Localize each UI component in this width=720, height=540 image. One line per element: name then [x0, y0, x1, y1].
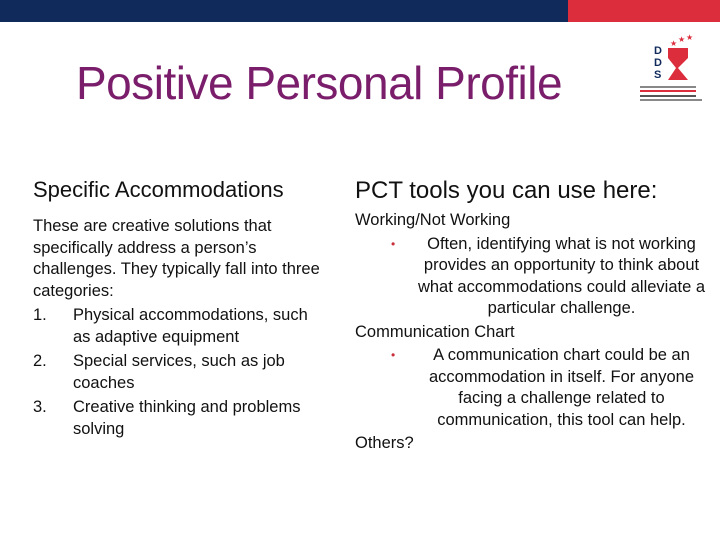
list-item	[391, 234, 710, 320]
tool-others: Others?	[355, 434, 414, 452]
list-text: Physical accommodations, such as adaptive equipment	[73, 306, 308, 346]
bullet-icon: •	[391, 236, 396, 251]
list-text: Special services, such as job coaches	[73, 352, 285, 392]
list-item	[33, 351, 328, 394]
category-list	[33, 305, 328, 440]
logo-text-line	[640, 95, 696, 97]
top-bar-red	[568, 0, 720, 22]
tool-working-not-working: Working/Not Working	[355, 211, 511, 229]
left-heading: Specific Accommodations	[33, 177, 284, 202]
list-text: Creative thinking and problems solving	[73, 398, 301, 438]
list-number: 1.	[33, 306, 47, 324]
list-item	[33, 397, 328, 440]
list-number: 2.	[33, 352, 47, 370]
star-icon: ★	[678, 35, 686, 44]
left-column	[33, 176, 328, 440]
logo-letter: S	[654, 69, 662, 81]
logo-text-line	[640, 99, 702, 101]
logo-swoosh-shape	[668, 48, 688, 80]
tool1-description: Often, identifying what is not working provides an opportunity to think about what accommodations could alleviate a particular challenge.	[417, 234, 706, 317]
logo-letter: D	[654, 45, 662, 57]
right-column	[355, 176, 710, 455]
logo-text-line	[640, 90, 696, 92]
left-paragraph: These are creative solutions that specifically address a person’s challenges. They typically fall into three categories:	[33, 217, 320, 300]
tool2-description: A communication chart could be an accommodation in itself. For anyone facing a challenge related to communication, this tool can help.	[428, 346, 695, 429]
bullet-icon: •	[391, 348, 396, 362]
tool-communication-chart: Communication Chart	[355, 322, 515, 341]
logo-text-line	[640, 86, 696, 88]
star-icon: ★	[670, 39, 678, 48]
dds-logo-icon	[640, 34, 702, 104]
list-item	[33, 305, 328, 348]
star-icon: ★	[686, 33, 694, 42]
list-item	[391, 345, 710, 431]
logo-letter: D	[654, 57, 662, 69]
top-bar-navy	[0, 0, 568, 22]
list-number: 3.	[33, 398, 47, 416]
slide-title: Positive Personal Profile	[76, 57, 563, 109]
logo-swoosh-icon	[664, 46, 690, 82]
right-heading: PCT tools you can use here:	[355, 177, 658, 204]
